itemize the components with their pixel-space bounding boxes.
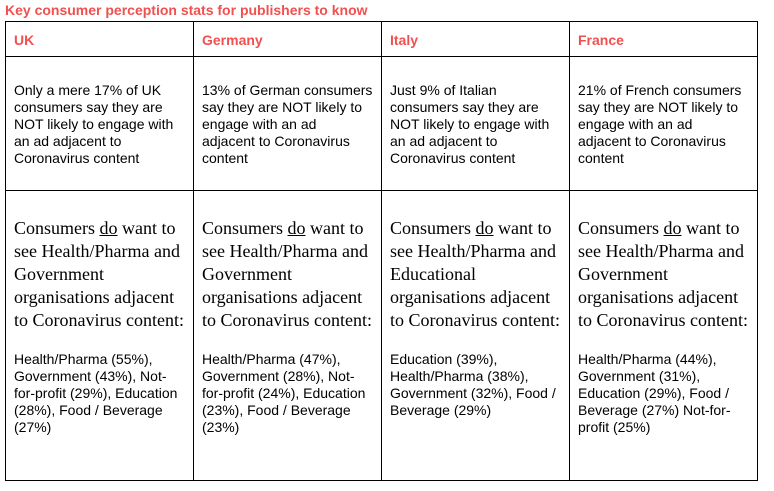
preference-row: [6, 191, 758, 481]
engagement-stat-row: [6, 57, 758, 191]
engagement-stat-france: 21% of French consumers say they are NOT likely to engage with an ad adjacent to Coronavirus content: [578, 82, 742, 166]
preference-suffix: want to see Health/Pharma and Government organisations adjacent to Coronavirus content:: [578, 218, 748, 330]
preference-breakdown-france: Health/Pharma (44%), Government (31%), Education (29%), Food / Beverage (27%) Not-for-profit (25%): [578, 351, 731, 435]
preference-cell-italy: [382, 191, 570, 481]
country-heading-germany: Germany: [202, 32, 263, 48]
header-cell-italy: [382, 22, 570, 57]
preference-statement-germany: [202, 217, 373, 332]
stat-cell-germany: [194, 57, 382, 191]
header-cell-uk: [6, 22, 194, 57]
engagement-stat-germany: 13% of German consumers say they are NOT likely to engage with an ad adjacent to Coronavirus content: [202, 82, 373, 166]
page-title: Key consumer perception stats for publishers to know: [5, 2, 368, 18]
preference-suffix: want to see Health/Pharma and Government organisations adjacent to Coronavirus content:: [202, 218, 372, 330]
preference-cell-germany: [194, 191, 382, 481]
stat-cell-france: [570, 57, 758, 191]
preference-breakdown-germany: Health/Pharma (47%), Government (28%), Not-for-profit (24%), Education (23%), Food / Beverage (23%): [202, 351, 366, 435]
stat-cell-italy: [382, 57, 570, 191]
preference-emphasis: do: [663, 218, 682, 238]
preference-emphasis: do: [99, 218, 118, 238]
preference-statement-france: [578, 217, 749, 332]
preference-emphasis: do: [287, 218, 306, 238]
country-heading-uk: UK: [14, 32, 35, 48]
preference-prefix: Consumers: [390, 218, 476, 238]
preference-emphasis: do: [475, 218, 494, 238]
preference-prefix: Consumers: [202, 218, 288, 238]
preference-breakdown-italy: Education (39%), Health/Pharma (38%), Government (32%), Food / Beverage (29%): [390, 351, 556, 418]
preference-prefix: Consumers: [14, 218, 100, 238]
header-cell-france: [570, 22, 758, 57]
preference-suffix: want to see Health/Pharma and Educational organisations adjacent to Coronavirus content:: [390, 218, 560, 330]
header-cell-germany: [194, 22, 382, 57]
preference-statement-italy: [390, 217, 561, 332]
preference-cell-france: [570, 191, 758, 481]
preference-prefix: Consumers: [578, 218, 664, 238]
header-row: [6, 22, 758, 57]
stats-table: [5, 21, 758, 481]
preference-cell-uk: [6, 191, 194, 481]
preference-suffix: want to see Health/Pharma and Government organisations adjacent to Coronavirus content:: [14, 218, 184, 330]
country-heading-france: France: [578, 32, 624, 48]
preference-statement-uk: [14, 217, 185, 332]
preference-breakdown-uk: Health/Pharma (55%), Government (43%), Not-for-profit (29%), Education (28%), Food / Beverage (27%): [14, 351, 178, 435]
engagement-stat-uk: Only a mere 17% of UK consumers say they are NOT likely to engage with an ad adjacent to Coronavirus content: [14, 82, 174, 166]
engagement-stat-italy: Just 9% of Italian consumers say they are NOT likely to engage with an ad adjacent to Coronavirus content: [390, 82, 550, 166]
country-heading-italy: Italy: [390, 32, 419, 48]
stat-cell-uk: [6, 57, 194, 191]
